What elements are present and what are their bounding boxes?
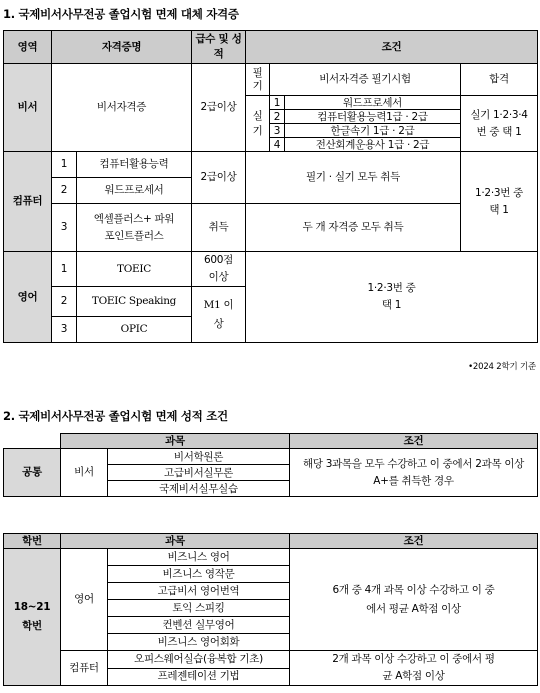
secretary-grade: 2급이상 bbox=[192, 64, 246, 152]
practical-name: 컴퓨터활용능력1급 · 2급 bbox=[285, 110, 461, 124]
header-subject: 과목 bbox=[61, 434, 290, 449]
year-label: 18~21학번 bbox=[4, 549, 61, 686]
computer-grade-12: 2급이상 bbox=[192, 152, 246, 204]
written-label: 필기 bbox=[246, 64, 270, 96]
english-group-label: 영어 bbox=[61, 549, 108, 651]
header-subject: 과목 bbox=[61, 534, 290, 549]
header-condition: 조건 bbox=[290, 534, 538, 549]
english-no: 1 bbox=[52, 252, 77, 287]
section1-title: 1. 국제비서사무전공 졸업시험 면제 대체 자격증 bbox=[3, 7, 239, 21]
header-area: 영역 bbox=[4, 31, 52, 64]
practical-label: 실기 bbox=[246, 96, 270, 152]
subject-item: 고급비서실무론 bbox=[108, 465, 290, 481]
computer-name: 컴퓨터활용능력 bbox=[77, 152, 192, 178]
computer-no: 1 bbox=[52, 152, 77, 178]
computer-choice: 1·2·3번 중 택 1 bbox=[461, 152, 538, 252]
practical-no: 1 bbox=[270, 96, 285, 110]
computer-subject: 프레젠테이션 기법 bbox=[108, 668, 290, 686]
header-year: 학번 bbox=[4, 534, 61, 549]
header-grade: 급수 및 성적 bbox=[192, 31, 246, 64]
computer-cond-12: 필기 · 실기 모두 취득 bbox=[246, 152, 461, 204]
practical-choice: 실기 1·2·3·4번 중 택 1 bbox=[461, 96, 538, 152]
practical-no: 3 bbox=[270, 124, 285, 138]
computer-no: 3 bbox=[52, 204, 77, 252]
computer-group-label: 컴퓨터 bbox=[61, 651, 108, 686]
english-subject: 토익 스피킹 bbox=[108, 600, 290, 617]
header-cert: 자격증명 bbox=[52, 31, 192, 64]
area-english: 영어 bbox=[4, 252, 52, 343]
header-condition: 조건 bbox=[246, 31, 538, 64]
english-condition: 6개 중 4개 과목 이상 수강하고 이 중에서 평균 A학점 이상 bbox=[290, 549, 538, 651]
computer-subject: 오피스웨어실습(융복합 기초) bbox=[108, 651, 290, 669]
group-common: 공통 bbox=[4, 449, 61, 497]
computer-cond-3: 두 개 자격증 모두 취득 bbox=[246, 204, 461, 252]
common-grade-table bbox=[3, 433, 538, 497]
english-name: OPIC bbox=[77, 317, 192, 343]
secretary-cert: 비서자격증 bbox=[52, 64, 192, 152]
computer-condition: 2개 과목 이상 수강하고 이 중에서 평균 A학점 이상 bbox=[290, 651, 538, 686]
area-secretary: 비서 bbox=[4, 64, 52, 152]
practical-name: 워드프로세서 bbox=[285, 96, 461, 110]
computer-no: 2 bbox=[52, 178, 77, 204]
english-name: TOEIC bbox=[77, 252, 192, 287]
written-result: 합격 bbox=[461, 64, 538, 96]
english-choice: 1·2·3번 중 택 1 bbox=[246, 252, 538, 343]
english-grade-23: M1 이상 bbox=[192, 287, 246, 343]
english-name: TOEIC Speaking bbox=[77, 287, 192, 317]
english-subject: 고급비서 영어번역 bbox=[108, 583, 290, 600]
section2-title: 2. 국제비서사무전공 졸업시험 면제 성적 조건 bbox=[3, 409, 228, 423]
certificate-table bbox=[3, 30, 538, 343]
practical-name: 전산회계운용사 1급 · 2급 bbox=[285, 138, 461, 152]
computer-name: 엑셀플러스+ 파워포인트플러스 bbox=[77, 204, 192, 252]
practical-name: 한글속기 1급 · 2급 bbox=[285, 124, 461, 138]
year-grade-table bbox=[3, 533, 538, 686]
english-subject: 비즈니스 영어 bbox=[108, 549, 290, 566]
english-no: 2 bbox=[52, 287, 77, 317]
english-subject: 비즈니스 영어회화 bbox=[108, 634, 290, 651]
english-no: 3 bbox=[52, 317, 77, 343]
practical-no: 4 bbox=[270, 138, 285, 152]
computer-grade-3: 취득 bbox=[192, 204, 246, 252]
written-exam: 비서자격증 필기시험 bbox=[270, 64, 461, 96]
common-condition: 해당 3과목을 모두 수강하고 이 중에서 2과목 이상 A+를 취득한 경우 bbox=[290, 449, 538, 497]
english-grade-1: 600점 이상 bbox=[192, 252, 246, 287]
semester-note: •2024 2학기 기준 bbox=[468, 362, 536, 372]
computer-name: 워드프로세서 bbox=[77, 178, 192, 204]
header-condition: 조건 bbox=[290, 434, 538, 449]
subject-item: 비서학원론 bbox=[108, 449, 290, 465]
subject-item: 국제비서실무실습 bbox=[108, 481, 290, 497]
english-subject: 비즈니스 영작문 bbox=[108, 566, 290, 583]
subgroup-secretary: 비서 bbox=[61, 449, 108, 497]
area-computer: 컴퓨터 bbox=[4, 152, 52, 252]
practical-no: 2 bbox=[270, 110, 285, 124]
english-subject: 컨벤션 실무영어 bbox=[108, 617, 290, 634]
